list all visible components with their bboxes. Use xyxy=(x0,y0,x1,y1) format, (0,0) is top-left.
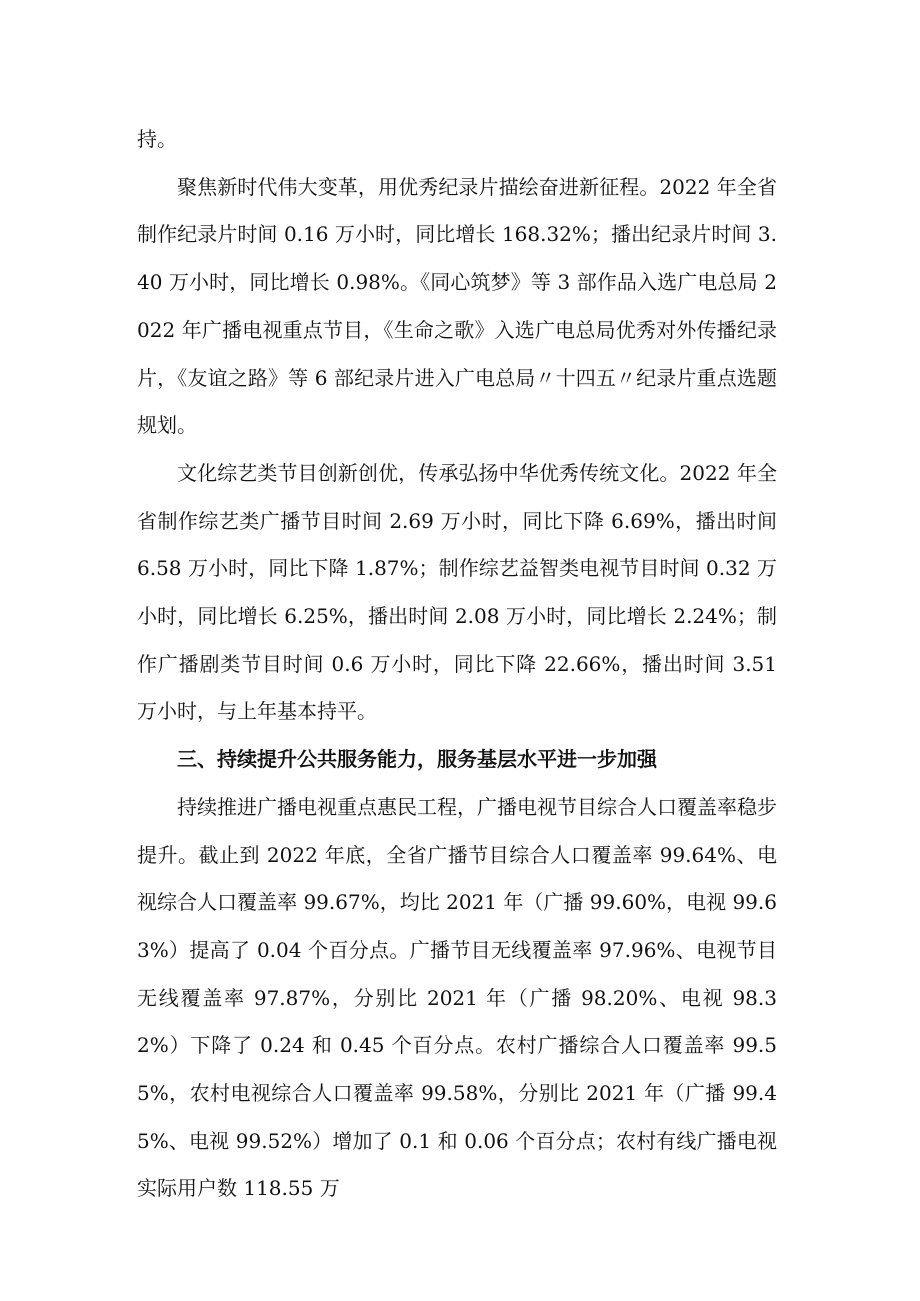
document-body xyxy=(137,116,777,1213)
paragraph-continuation: 持。 xyxy=(137,127,177,151)
paragraph-documentary: 聚焦新时代伟大变革，用优秀纪录片描绘奋进新征程。2022 年全省制作纪录片时间 0.16 万小时，同比增长 168.32%；播出纪录片时间 3.40 万小时，同比增长 0.98%。《同心筑梦》等 3 部作品入选广电总局 2022 年广播电视重点节目，《生命之歌》入选广电总局优秀对外传播纪录片，《友谊之路》等 6 部纪录片进入广电总局〃十四五〃纪录片重点选题规划。 xyxy=(137,174,777,438)
paragraph-coverage: 持续推进广播电视重点惠民工程，广播电视节目综合人口覆盖率稳步提升。截止到 2022 年底，全省广播节目综合人口覆盖率 99.64%、电视综合人口覆盖率 99.67%，均比 2021 年（广播 99.60%，电视 99.63%）提高了 0.04 个百分点。广播节目无线覆盖率 97.96%、电视节目无线覆盖率 97.87%，分别比 2021 年（广播 98.20%、电视 98.32%）下降了 0.24 和 0.45 个百分点。农村广播综合人口覆盖率 99.55%，农村电视综合人口覆盖率 99.58%，分别比 2021 年（广播 99.45%、电视 99.52%）增加了 0.1 和 0.06 个百分点；农村有线广播电视实际用户数 118.55 万 xyxy=(137,794,777,1201)
paragraph-variety-programs: 文化综艺类节目创新创优，传承弘扬中华优秀传统文化。2022 年全省制作综艺类广播节目时间 2.69 万小时，同比下降 6.69%，播出时间 6.58 万小时，同比下降 1.87%；制作综艺益智类电视节目时间 0.32 万小时，同比增长 6.25%，播出时间 2.08 万小时，同比增长 2.24%；制作广播剧类节目时间 0.6 万小时，同比下降 22.66%，播出时间 3.51 万小时，与上年基本持平。 xyxy=(137,460,777,724)
section-heading-public-service: 三、持续提升公共服务能力，服务基层水平进一步加强 xyxy=(177,747,657,772)
